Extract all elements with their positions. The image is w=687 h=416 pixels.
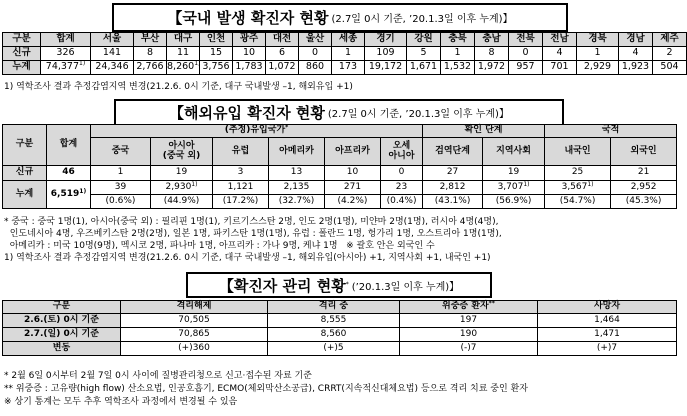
value-cell: 15	[200, 47, 233, 61]
value-cell: 173	[332, 61, 365, 75]
domestic-footnote: 1) 역학조사 결과 추정감염지역 변경(21.2.6. 0시 기준, 대구 국내발생 –1, 해외유입 +1)	[4, 82, 353, 92]
header-cell: 인천	[200, 33, 233, 47]
footnote-mark: 1)	[194, 60, 201, 68]
header-cell: 전북	[509, 33, 543, 47]
value-cell: 19,172	[365, 61, 407, 75]
value-cell: 1	[91, 166, 151, 181]
header-cell: 강원	[407, 33, 441, 47]
header-cell: 서울	[91, 33, 134, 47]
pct-cell: (32.7%)	[269, 195, 325, 209]
header-cell: 광주	[233, 33, 266, 47]
overseas-total-row	[3, 181, 677, 195]
footnote-mark: 1)	[191, 180, 198, 188]
management-footnote-3: ※ 상기 통계는 모두 추후 역학조사 과정에서 변경될 수 있음	[4, 397, 238, 407]
header-cell: 사망자	[538, 301, 677, 314]
value-cell: 8,555	[268, 314, 400, 328]
pct-cell: (44.9%)	[151, 195, 213, 209]
header-cell: 격리 중	[268, 301, 400, 314]
value-cell: 27	[423, 166, 483, 181]
header-cell	[151, 138, 213, 166]
value-cell: 8	[475, 47, 509, 61]
value-cell: 197	[400, 314, 538, 328]
value-cell: 1,923	[619, 61, 653, 75]
overseas-pct-row	[3, 195, 677, 209]
header-cell	[381, 138, 423, 166]
value-cell: 13	[269, 166, 325, 181]
header-cell: 부산	[134, 33, 167, 47]
management-header-row	[3, 301, 677, 314]
pct-cell: (0.4%)	[381, 195, 423, 209]
value-cell: 25	[545, 166, 611, 181]
value-cell: 39	[91, 181, 151, 195]
pct-cell: (45.3%)	[611, 195, 677, 209]
overseas-title	[114, 99, 564, 126]
header-cell: 전남	[543, 33, 577, 47]
pct-cell: (54.7%)	[545, 195, 611, 209]
value-cell: 957	[509, 61, 543, 75]
value-cell	[47, 181, 91, 209]
value-cell: 1,972	[475, 61, 509, 75]
overseas-title-sub: (2.7일 0시 기준, ’20.1.3일 이후 누계)】	[327, 109, 509, 120]
value-cell: 1,121	[213, 181, 269, 195]
overseas-header-row-2	[3, 138, 677, 166]
row-label: 누계	[3, 181, 47, 209]
header-cell: 경남	[619, 33, 653, 47]
management-title-sub: (’20.1.3일 이후 누계)】	[351, 281, 460, 293]
footnote-mark: *	[345, 280, 349, 288]
header-text: (추정)유입국가	[224, 125, 286, 136]
management-title	[186, 272, 492, 298]
value-cell: 4	[543, 47, 577, 61]
value-cell: 1,471	[538, 328, 677, 342]
domestic-header-row	[3, 33, 687, 47]
value-cell: 1,783	[233, 61, 266, 75]
value-cell: (+)5	[268, 342, 400, 356]
pct-cell: (43.1%)	[423, 195, 483, 209]
header-cell: 경북	[577, 33, 619, 47]
header-line: (중국 외)	[162, 150, 201, 161]
value-cell: 11	[167, 47, 200, 61]
footnote-mark: **	[488, 300, 495, 308]
value-cell: 70,865	[121, 328, 268, 342]
header-cell: 충남	[475, 33, 509, 47]
value-cell: 141	[91, 47, 134, 61]
header-line: 아시아	[168, 140, 195, 151]
value-cell: 1,671	[407, 61, 441, 75]
value-cell: 2,952	[611, 181, 677, 195]
value-cell: 19	[483, 166, 545, 181]
value-cell	[151, 181, 213, 195]
value-cell: 1,464	[538, 314, 677, 328]
footnote-mark: 1)	[79, 187, 87, 195]
header-line: 오세	[392, 140, 411, 151]
header-cell: 확인 단계	[423, 125, 545, 138]
value-cell: 1,072	[266, 61, 299, 75]
pct-cell: (0.6%)	[91, 195, 151, 209]
overseas-footnote-4: 1) 역학조사 결과 추정감염지역 변경(21.2.6. 0시 기준, 대구 국내발생 –1, 해외유입(아시아) +1, 지역사회 +1, 내국인 +1)	[4, 253, 491, 263]
header-cell: 외국인	[611, 138, 677, 166]
value-cell: 2,766	[134, 61, 167, 75]
management-title-main: 【확진자 관리 현황	[218, 276, 346, 295]
domestic-new-row	[3, 47, 687, 61]
row-label: 누계	[3, 61, 41, 75]
pct-cell: (56.9%)	[483, 195, 545, 209]
header-cell: 합계	[47, 125, 91, 166]
management-footnote-2: ** 위중증 : 고유량(high flow) 산소요법, 인공호흡기, ECMO(체외막산소공급), CRRT(지속적신대체요법) 등으로 격리 치료 중인 환자	[4, 384, 528, 394]
header-cell: 내국인	[545, 138, 611, 166]
header-line: 아니아	[388, 150, 415, 161]
value-cell: (-)7	[400, 342, 538, 356]
value-cell: 1,532	[441, 61, 475, 75]
value-cell: 10	[233, 47, 266, 61]
domestic-title-main: 【국내 발생 확진자 현황	[167, 9, 329, 27]
domestic-title	[112, 3, 568, 32]
value-cell: 46	[47, 166, 91, 181]
value-cell: 504	[653, 61, 687, 75]
value-cell: 1	[441, 47, 475, 61]
value-cell: 19	[151, 166, 213, 181]
header-cell: 대구	[167, 33, 200, 47]
value-text: 74,377	[45, 61, 80, 73]
value-cell: 5	[407, 47, 441, 61]
row-label: 신규	[3, 47, 41, 61]
footnote-mark: 1)	[587, 180, 594, 188]
header-cell	[400, 301, 538, 314]
management-footnote-1: * 2월 6일 0시부터 2월 7일 0시 사이에 질병관리청으로 신고·접수된 자료 기준	[4, 371, 312, 381]
value-cell: 4	[619, 47, 653, 61]
value-cell: 109	[365, 47, 407, 61]
header-cell: 구분	[3, 33, 41, 47]
row-label: 2.7.(일) 0시 기준	[3, 328, 121, 342]
value-cell: 701	[543, 61, 577, 75]
value-text: 6,519	[50, 188, 80, 199]
value-cell: (+)360	[121, 342, 268, 356]
value-text: 3,707	[497, 181, 524, 192]
domestic-table	[2, 32, 687, 75]
row-label: 2.6.(토) 0시 기준	[3, 314, 121, 328]
header-text: 위중증 환자	[442, 301, 489, 312]
value-cell: 190	[400, 328, 538, 342]
header-cell: 아프리카	[325, 138, 381, 166]
header-cell: 대전	[266, 33, 299, 47]
value-cell	[41, 61, 91, 75]
value-cell	[483, 181, 545, 195]
value-cell: 0	[381, 166, 423, 181]
overseas-footnote-2: 인도네시아 4명, 우즈베키스탄 2명(2명), 일본 1명, 파키스탄 1명(1명), 유럽 : 폴란드 1명, 헝가리 1명, 오스트리아 1명(1명),	[4, 229, 502, 239]
header-cell: 합계	[41, 33, 91, 47]
header-cell: 격리해제	[121, 301, 268, 314]
value-text: 2,930	[165, 181, 192, 192]
overseas-header-row-1	[3, 125, 677, 138]
value-cell: 10	[325, 166, 381, 181]
value-cell: (+)7	[538, 342, 677, 356]
header-cell: 국적	[545, 125, 677, 138]
management-row-change	[3, 342, 677, 356]
header-cell: 세종	[332, 33, 365, 47]
header-cell: 구분	[3, 125, 47, 166]
header-cell: 울산	[299, 33, 332, 47]
overseas-footnote-3: 아메리카 : 미국 10명(9명), 멕시코 2명, 파나마 1명, 아프리카 : 가나 9명, 케냐 1명 ※ 괄호 안은 외국인 수	[4, 241, 435, 251]
value-cell: 2,929	[577, 61, 619, 75]
value-cell: 2	[653, 47, 687, 61]
value-cell: 0	[509, 47, 543, 61]
header-cell: 아메리카	[269, 138, 325, 166]
header-cell: 충북	[441, 33, 475, 47]
header-cell: 경기	[365, 33, 407, 47]
domestic-total-row	[3, 61, 687, 75]
header-cell: 지역사회	[483, 138, 545, 166]
management-row-feb7	[3, 328, 677, 342]
value-cell: 0	[299, 47, 332, 61]
header-cell: 중국	[91, 138, 151, 166]
row-label: 변동	[3, 342, 121, 356]
header-cell: 구분	[3, 301, 121, 314]
value-cell: 3	[213, 166, 269, 181]
domestic-title-sub: (2.7일 0시 기준, ’20.1.3일 이후 누계)】	[331, 14, 513, 25]
header-cell: 유럽	[213, 138, 269, 166]
value-cell: 271	[325, 181, 381, 195]
header-cell: 제주	[653, 33, 687, 47]
footnote-mark: 1)	[79, 60, 86, 68]
value-cell: 2,135	[269, 181, 325, 195]
management-row-feb6	[3, 314, 677, 328]
value-cell: 24,346	[91, 61, 134, 75]
pct-cell: (4.2%)	[325, 195, 381, 209]
header-cell	[91, 125, 423, 138]
header-cell: 검역단계	[423, 138, 483, 166]
value-cell: 3,756	[200, 61, 233, 75]
overseas-footnote-1: * 중국 : 중국 1명(1), 아시아(중국 외) : 필리핀 1명(1), 키르기스스탄 2명, 인도 2명(1명), 미얀마 2명(1명), 러시아 4명(4명),	[4, 217, 499, 227]
value-cell: 860	[299, 61, 332, 75]
value-text: 3,567	[561, 181, 588, 192]
footnote-mark: *	[285, 124, 289, 132]
value-cell: 1	[577, 47, 619, 61]
overseas-title-main: 【해외유입 확진자 현황	[169, 104, 325, 122]
value-cell: 8,560	[268, 328, 400, 342]
value-cell: 21	[611, 166, 677, 181]
value-cell: 70,505	[121, 314, 268, 328]
overseas-new-row	[3, 166, 677, 181]
value-cell: 23	[381, 181, 423, 195]
value-cell: 8	[134, 47, 167, 61]
footnote-mark: 1)	[523, 180, 530, 188]
value-cell: 326	[41, 47, 91, 61]
value-cell	[167, 61, 200, 75]
value-cell: 6	[266, 47, 299, 61]
pct-cell: (17.2%)	[213, 195, 269, 209]
value-cell: 2,812	[423, 181, 483, 195]
row-label: 신규	[3, 166, 47, 181]
overseas-table	[2, 124, 677, 209]
value-text: 8,260	[167, 61, 195, 73]
value-cell	[545, 181, 611, 195]
management-table	[2, 300, 677, 356]
value-cell: 1	[332, 47, 365, 61]
